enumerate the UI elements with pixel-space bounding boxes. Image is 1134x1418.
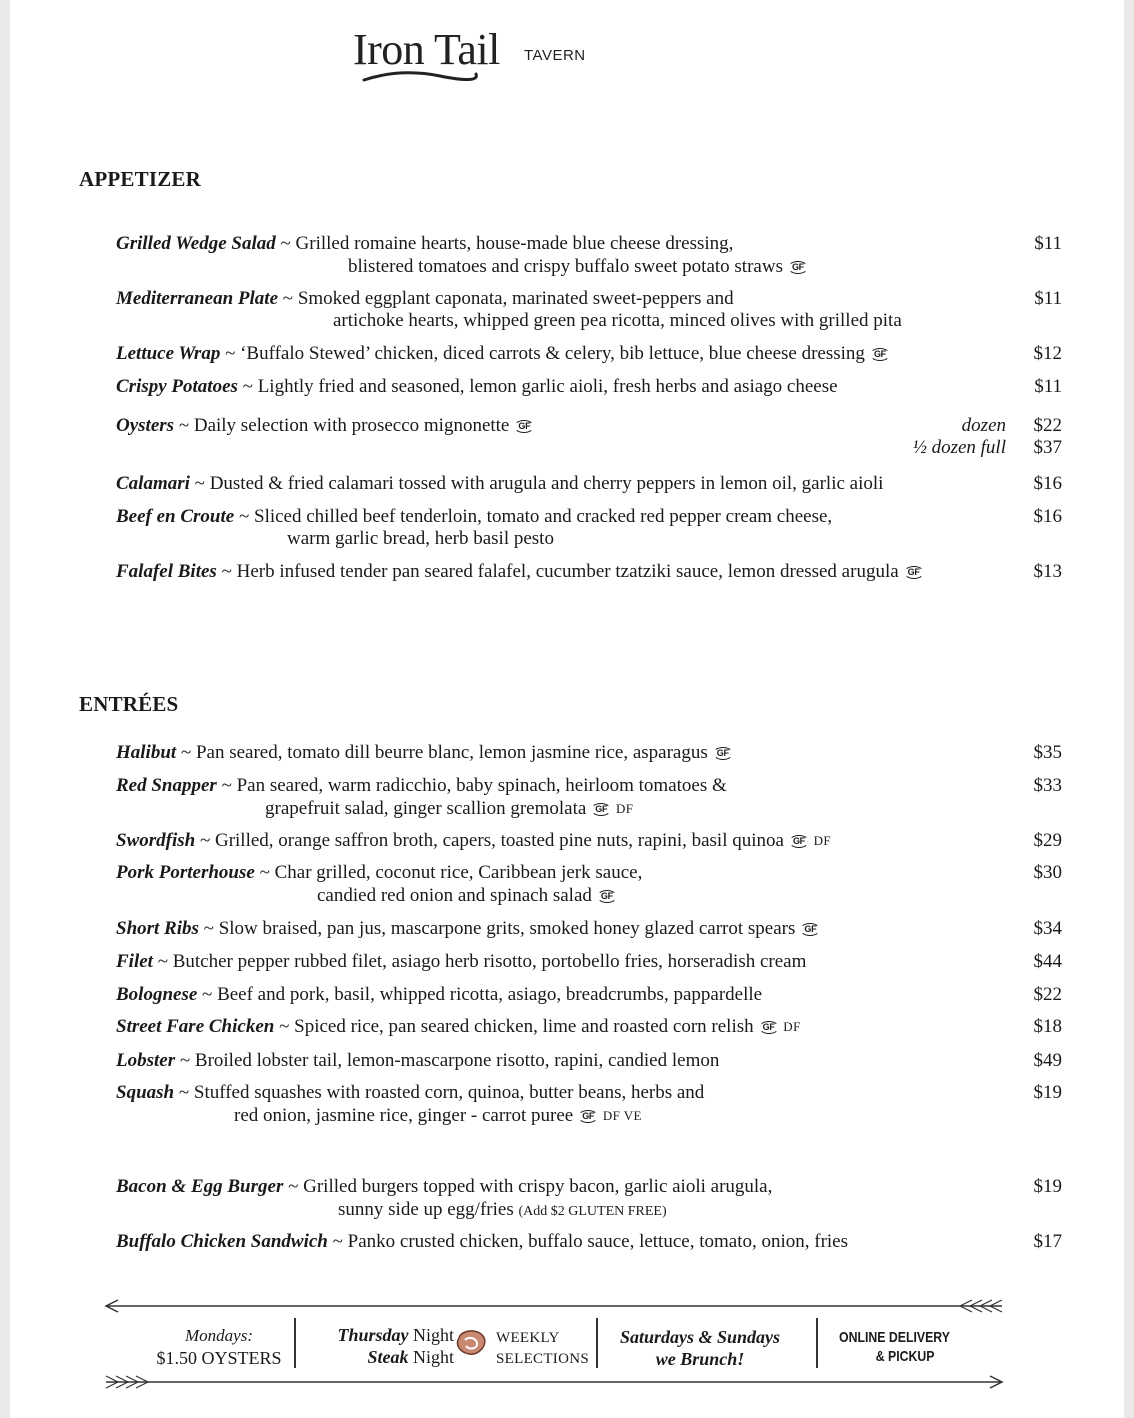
item-desc-cont: red onion, jasmine rice, ginger - carrot puree GF DF VE — [234, 1105, 642, 1126]
item-price: $37 — [1033, 437, 1062, 458]
oyster-size-dozen: dozen — [961, 415, 1006, 436]
dietary-tag: DF VE — [602, 1108, 642, 1123]
oyster-size-half-dozen: ½ dozen full — [912, 437, 1006, 458]
menu-item-pork-porterhouse: Pork Porterhouse ~ Char grilled, coconut rice, Caribbean jerk sauce, — [116, 862, 643, 883]
menu-item-beef-en-croute: Beef en Croute ~ Sliced chilled beef tenderloin, tomato and cracked red pepper cream cheese, — [116, 506, 833, 527]
gluten-free-icon: GF — [800, 923, 820, 936]
item-desc-cont: sunny side up egg/fries (Add $2 GLUTEN FREE) — [338, 1199, 667, 1220]
item-name: Grilled Wedge Salad — [116, 233, 276, 254]
item-price: $30 — [1033, 862, 1062, 883]
menu-item-filet: Filet ~ Butcher pepper rubbed filet, asiago herb risotto, portobello fries, horseradish cream — [116, 951, 807, 972]
menu-item-red-snapper: Red Snapper ~ Pan seared, warm radicchio, baby spinach, heirloom tomatoes & — [116, 775, 727, 796]
item-price: $44 — [1033, 951, 1062, 972]
menu-item-mediterranean-plate: Mediterranean Plate ~ Smoked eggplant caponata, marinated sweet-peppers and — [116, 288, 734, 309]
dietary-tag: DF — [813, 833, 832, 848]
menu-item-falafel-bites: Falafel Bites ~ Herb infused tender pan seared falafel, cucumber tzatziki sauce, lemon dressed arugula GF — [116, 561, 924, 583]
item-price: $11 — [1034, 233, 1062, 254]
footer-weekend: Saturdays & Sundays we Brunch! — [619, 1327, 781, 1369]
menu-item-oysters: Oysters ~ Daily selection with prosecco mignonette GF — [116, 415, 534, 437]
menu-item-grilled-wedge-salad: Grilled Wedge Salad ~ Grilled romaine hearts, house-made blue cheese dressing, — [116, 233, 734, 254]
menu-item-squash: Squash ~ Stuffed squashes with roasted corn, quinoa, butter beans, herbs and — [116, 1082, 705, 1103]
gluten-free-icon: GF — [514, 420, 534, 433]
gluten-free-icon: GF — [788, 261, 808, 274]
footer-mondays — [144, 1325, 294, 1369]
item-desc-cont: candied red onion and spinach salad GF — [317, 885, 617, 907]
item-price: $29 — [1033, 830, 1062, 851]
footer-bottom-arrow-icon — [102, 1374, 1006, 1390]
menu-item-lobster: Lobster ~ Broiled lobster tail, lemon-mascarpone risotto, rapini, candied lemon — [116, 1050, 720, 1071]
menu-item-buffalo-chicken-sandwich: Buffalo Chicken Sandwich ~ Panko crusted chicken, buffalo sauce, lettuce, tomato, onion, fries — [116, 1231, 849, 1252]
logo-title: Iron Tail — [353, 25, 500, 74]
footer-divider — [816, 1318, 818, 1368]
footer-weekly: WEEKLY SELECTIONS — [496, 1330, 589, 1367]
gluten-free-icon: GF — [591, 803, 611, 816]
logo-suffix: TAVERN — [524, 47, 586, 64]
logo-swoosh-icon — [360, 66, 480, 86]
menu-item-crispy-potatoes: Crispy Potatoes ~ Lightly fried and seasoned, lemon garlic aioli, fresh herbs and asiago cheese — [116, 376, 838, 397]
item-price: $19 — [1033, 1176, 1062, 1197]
menu-item-bolognese: Bolognese ~ Beef and pork, basil, whipped ricotta, asiago, breadcrumbs, pappardelle — [116, 984, 763, 1005]
menu-item-calamari: Calamari ~ Dusted & fried calamari tossed with arugula and cherry peppers in lemon oil, garlic aioli — [116, 473, 884, 494]
item-price: $35 — [1033, 742, 1062, 763]
gluten-free-icon: GF — [578, 1110, 598, 1123]
item-desc-cont: warm garlic bread, herb basil pesto — [287, 528, 554, 549]
menu-page — [10, 0, 1124, 1418]
footer-top-arrow-icon — [102, 1298, 1006, 1314]
item-price: $49 — [1033, 1050, 1062, 1071]
menu-item-halibut: Halibut ~ Pan seared, tomato dill beurre blanc, lemon jasmine rice, asparagus GF — [116, 742, 733, 764]
menu-item-bacon-egg-burger: Bacon & Egg Burger ~ Grilled burgers topped with crispy bacon, garlic aioli arugula, — [116, 1176, 773, 1197]
item-price: $12 — [1033, 343, 1062, 364]
gluten-free-icon: GF — [713, 747, 733, 760]
gluten-free-icon: GF — [597, 890, 617, 903]
footer-divider — [294, 1318, 296, 1368]
item-desc-cont: blistered tomatoes and crispy buffalo sweet potato straws GF — [348, 256, 808, 278]
item-price: $16 — [1033, 506, 1062, 527]
footer-online: ONLINE DELIVERY & PICKUP — [839, 1329, 950, 1365]
steak-icon — [453, 1328, 489, 1360]
item-price: $19 — [1033, 1082, 1062, 1103]
footer-divider — [596, 1318, 598, 1368]
menu-item-short-ribs: Short Ribs ~ Slow braised, pan jus, mascarpone grits, smoked honey glazed carrot spears GF — [116, 918, 820, 940]
item-note: (Add $2 GLUTEN FREE) — [518, 1204, 667, 1219]
item-price: $11 — [1034, 376, 1062, 397]
item-price: $34 — [1033, 918, 1062, 939]
item-price: $16 — [1033, 473, 1062, 494]
menu-item-lettuce-wrap: Lettuce Wrap ~ ‘Buffalo Stewed’ chicken, diced carrots & celery, bib lettuce, blue cheese dressing GF — [116, 343, 890, 365]
item-desc-cont: artichoke hearts, whipped green pea ricotta, minced olives with grilled pita — [333, 310, 902, 331]
footer-thursday: Thursday Night Steak Night — [337, 1325, 454, 1367]
item-price: $22 — [1033, 415, 1062, 436]
dietary-tag: DF — [615, 801, 634, 816]
item-desc-cont: grapefruit salad, ginger scallion gremolata GF DF — [265, 798, 634, 819]
gluten-free-icon: GF — [759, 1021, 779, 1034]
item-price: $18 — [1033, 1016, 1062, 1037]
mondays-sub: $1.50 OYSTERS — [156, 1348, 282, 1368]
section-title-entrees: ENTRÉES — [79, 692, 179, 716]
mondays-title: Mondays: — [185, 1326, 253, 1345]
item-price: $33 — [1033, 775, 1062, 796]
gluten-free-icon: GF — [789, 835, 809, 848]
item-price: $13 — [1033, 561, 1062, 582]
menu-item-swordfish: Swordfish ~ Grilled, orange saffron broth, capers, toasted pine nuts, rapini, basil quinoa GF DF — [116, 830, 832, 851]
item-desc: Grilled romaine hearts, house-made blue cheese dressing, — [295, 233, 734, 254]
gluten-free-icon: GF — [870, 348, 890, 361]
item-price: $22 — [1033, 984, 1062, 1005]
section-title-appetizer: APPETIZER — [79, 167, 201, 191]
menu-item-street-fare-chicken: Street Fare Chicken ~ Spiced rice, pan seared chicken, lime and roasted corn relish GF DF — [116, 1016, 801, 1037]
item-price: $11 — [1034, 288, 1062, 309]
dietary-tag: DF — [783, 1019, 801, 1034]
item-price: $17 — [1033, 1231, 1062, 1252]
gluten-free-icon: GF — [904, 566, 924, 579]
